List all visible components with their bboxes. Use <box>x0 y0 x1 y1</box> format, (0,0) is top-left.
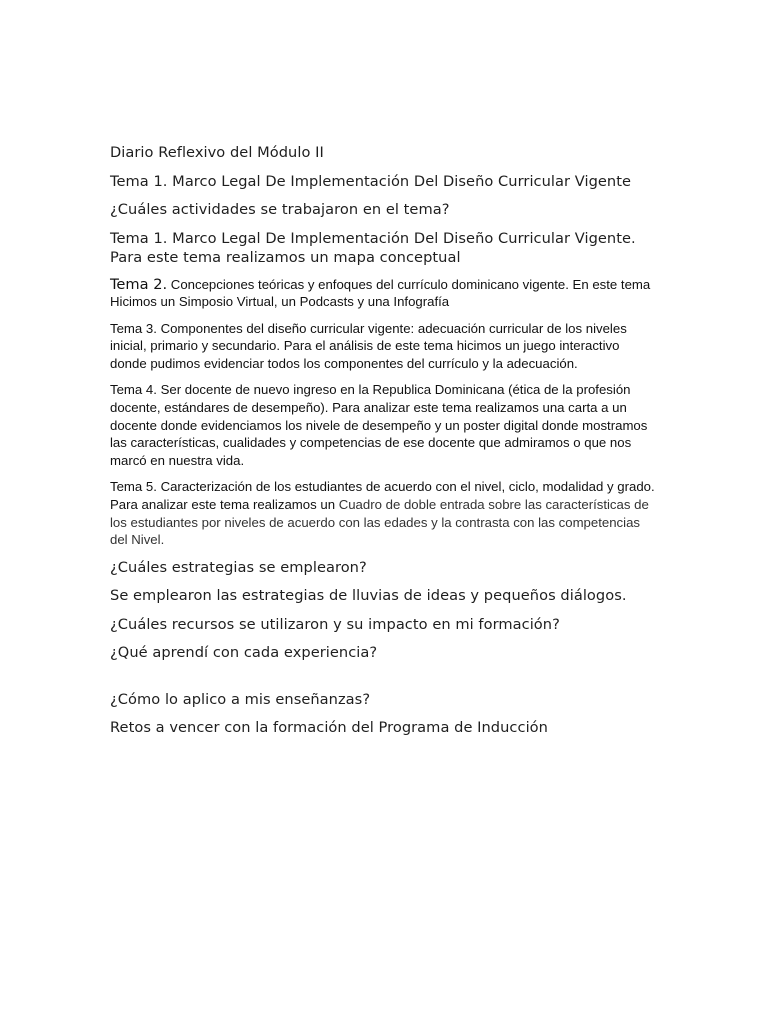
tema2-prefix: Tema 2. <box>110 275 168 293</box>
tema1-body: Tema 1. Marco Legal De Implementación Del Diseño Curricular Vigente. Para este tema realizamos un mapa conceptual <box>110 229 636 266</box>
tema5-part1: Tema 5. Caracterización de los estudiantes de acuerdo con el nivel, ciclo, modalidad y grado. Para analizar este tema realizamos un <box>110 479 655 513</box>
document-title: Diario Reflexivo del Módulo II <box>110 144 324 161</box>
tema3-paragraph: Tema 3. Componentes del diseño curricular vigente: adecuación curricular de los niveles inicial, primario y secundario. Para el análisis de este tema hicimos un juego interactivo donde pudimos evidenciar todos los componentes del currículo y la adecuación. <box>110 320 627 371</box>
tema2-paragraph <box>110 276 658 311</box>
question-learned: ¿Qué aprendí con cada experiencia? <box>110 644 378 662</box>
question-resources: ¿Cuáles recursos se utilizaron y su impacto en mi formación? <box>110 615 560 633</box>
tema1-heading: Tema 1. Marco Legal De Implementación Del Diseño Curricular Vigente <box>110 172 632 190</box>
challenges-line: Retos a vencer con la formación del Programa de Inducción <box>110 719 548 737</box>
question-strategies: ¿Cuáles estrategias se emplearon? <box>110 558 367 576</box>
answer-strategies: Se emplearon las estrategias de lluvias de ideas y pequeños diálogos. <box>110 587 627 605</box>
question-activities: ¿Cuáles actividades se trabajaron en el tema? <box>110 201 450 218</box>
document-body <box>110 143 658 746</box>
tema2-body: Concepciones teóricas y enfoques del currículo dominicano vigente. En este tema Hicimos un Simposio Virtual, un Podcasts y una Infografía <box>110 276 651 310</box>
question-apply: ¿Cómo lo aplico a mis enseñanzas? <box>110 690 371 708</box>
blank-line <box>110 671 658 690</box>
tema5-paragraph <box>110 478 658 548</box>
tema5-part2: Cuadro de doble entrada sobre las características de los estudiantes por niveles de acuerdo con las edades y la contrasta con las competencias del Nivel. <box>110 497 649 548</box>
tema4-paragraph: Tema 4. Ser docente de nuevo ingreso en la Republica Dominicana (ética de la profesión docente, estándares de desempeño). Para analizar este tema realizamos una carta a un docente donde evidenciamos los nivele de desempeño y un poster digital donde mostramos las características, cualidades y competencias de ese docente que admiramos o que nos marcó en nuestra vida. <box>110 382 648 468</box>
